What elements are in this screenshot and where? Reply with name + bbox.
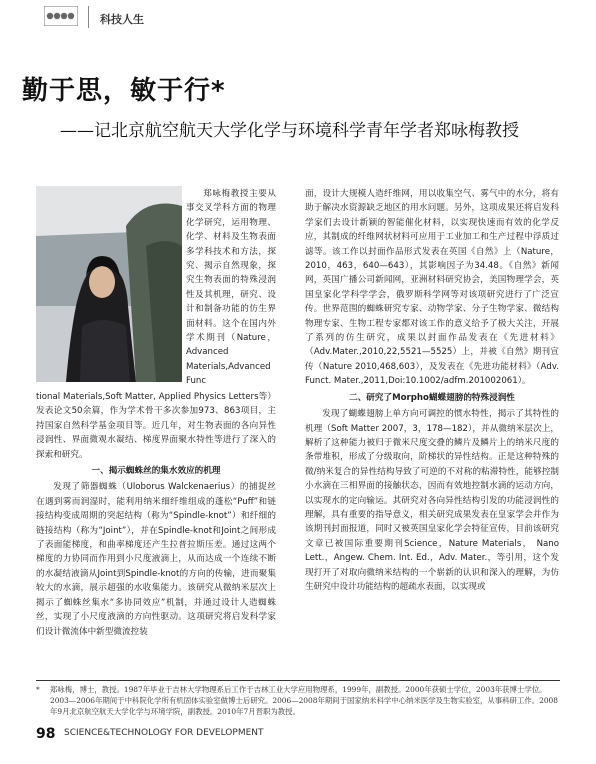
- journal-name: SCIENCE&TECHNOLOGY FOR DEVELOPMENT: [64, 728, 264, 738]
- page-header: [0, 0, 596, 36]
- page-number: 98: [36, 726, 56, 742]
- intro-paragraph-part2: tional Materials,Soft Matter, Applied Physics Letters等）发表论文50余篇，作为学术骨干多次参加973、863项目，主持国家自然科学基金项目等。近几年，对生物表面的各向异性浸润性、界面微观水凝结、梯度界面聚水特性等进行了深入的探索和研究。: [36, 392, 276, 460]
- section-heading-2: 二、研究了Morpho蝴蝶翅膀的特殊浸润性: [349, 392, 515, 403]
- section1-paragraph: 发现了筛器蜘蛛（Uloborus Walckenaerius）的捕捉丝在遇到雾而润湿时，能利用纳米细纤维组成的蓬松“Puff”和链接结构变成周期的突起结构（称为“Spindle-knot”）和纤细的链接结构（称为“Joint”），并在Spindle-knot和Joint之间形成了表面能梯度，和曲率梯度还产生拉普拉斯压差。通过这两个梯度的力协同而作用到小尺度液滴上，从而达成一个连续不断的水凝结液滴从Joint到Spindle-knot的方向的传输，进而聚集较大的水滴，展示超强的水收集能力。该研究从微纳米层次上揭示了蜘蛛丝集水“多协同效应”机制，并通过设计人造蜘蛛丝，实现了小尺度液滴的方向性驱动。这项研究将启发科学家们设计微流体中新型微流控装: [36, 482, 276, 637]
- section1-paragraph-continued: 面，设计大规模人造纤维网，用以收集空气、雾气中的水分，将有助于解决水资源缺乏地区的用水问题。另外，这项成果还将启发科学家们去设计新颖的智能催化材料，以实现快速而有效的化学反应，其制成的纤维网状材料可应用于工业加工和生产过程中浮质过滤等。该工作以封面作品形式发表在英国《自然》上（Nature，2010，463，640—643），其影响因子为34.48。《自然》新闻网，英国广播公司新闻网，亚洲材料研究协会，美国物理学会，英国皇家化学科学学会，俄罗斯科学网等对该项研究进行了广泛宣传。世界范围的蜘蛛研究专家、动物学家、分子生物学家、微结构物理专家、生物工程专家都对该工作的意义给予了极大关注，开展了系列的仿生研究，成果以封面作品发表在《先进材料》（Adv.Mater.,2010,22,5521—5525）上，并被《自然》期刊宣传（Nature 2010,468,603），及发表在《先进功能材料》（Adv. Funct. Mater.,2011,Doi:10.1002/adfm.201002061）。: [305, 189, 559, 387]
- article-subtitle: ——记北京航空航天大学化学与环境科学青年学者郑咏梅教授: [60, 121, 519, 141]
- footnote-rule: [36, 680, 560, 681]
- header-divider: [88, 6, 89, 28]
- footnote-marker: *: [36, 685, 40, 694]
- author-footnote: [36, 684, 560, 717]
- footnote-text: 郑咏梅，博士，教授。1987年毕业于吉林大学物理系后工作于吉林工业大学应用物理系，1999年，副教授。2000年获硕士学位，2003年获博士学位。2003—2006年期间于中科院化学所有机固体实验室做博士后研究。2006—2008年期间于国家纳米科学中心纳米医学及生物实验室，从事科研工作。2008年9月北京航空航天大学化学与环境学院，副教授。2010年7月晋职为教授。: [50, 685, 558, 716]
- journal-logo-icon: [44, 6, 78, 26]
- intro-paragraph-part1: 郑咏梅教授主要从事交叉学科方面的物理化学研究，运用物理、化学、材料及生物表面多学科技术和方法，探究、揭示自然现象，探究生物表面的特殊浸润性及其机理，研究、设计和制备功能的仿生界面材料。这个在国内外学术期刊（Nature，Advanced Materials,Advanced Func: [186, 189, 276, 387]
- left-column: [36, 390, 276, 639]
- section-heading-1: 一、揭示蜘蛛丝的集水效应的机理: [91, 466, 221, 477]
- right-column: [305, 187, 559, 594]
- section2-paragraph: 发现了蝴蝶翅膀上单方向可调控的惯水特性，揭示了其特性的机理（Soft Matter 2007，3，178—182），并从微纳米层次上，解析了这种能力被归于微米尺度交叠的鳞片及鳞片上的纳米尺度的条带堆积，形成了分级取向，阶梯状的异性结构。正是这种特殊的微/纳米复合的异性结构导致了可逆的不对称的粘滞特性，能够控制小水滴在三相界面的接触状态，因而有效地控制水滴的运动方向，以实现水的定向输运。其研究对各向异性结构引发的功能浸润性的理解，具有重要的指导意义，相关研究成果发表在皇家学会并作为该期刊封面报道，同时又被英国皇家化学会特征宣传，目前该研究文章已被国际重要期刊Science，Nature Materials， Nano Lett.，Angew. Chem. Int. Ed.，Adv. Mater.，等引用，这个发现打开了对取向微纳米结构的一个崭新的认识和深入的理解，为仿生研究中设计功能结构的超疏水表面，以实现或: [305, 409, 559, 592]
- intro-wrap-text: [186, 187, 276, 389]
- portrait-photo: [36, 186, 182, 382]
- article-title: 勤于思，敏于行*: [22, 76, 226, 106]
- section-label: 科技人生: [100, 13, 144, 26]
